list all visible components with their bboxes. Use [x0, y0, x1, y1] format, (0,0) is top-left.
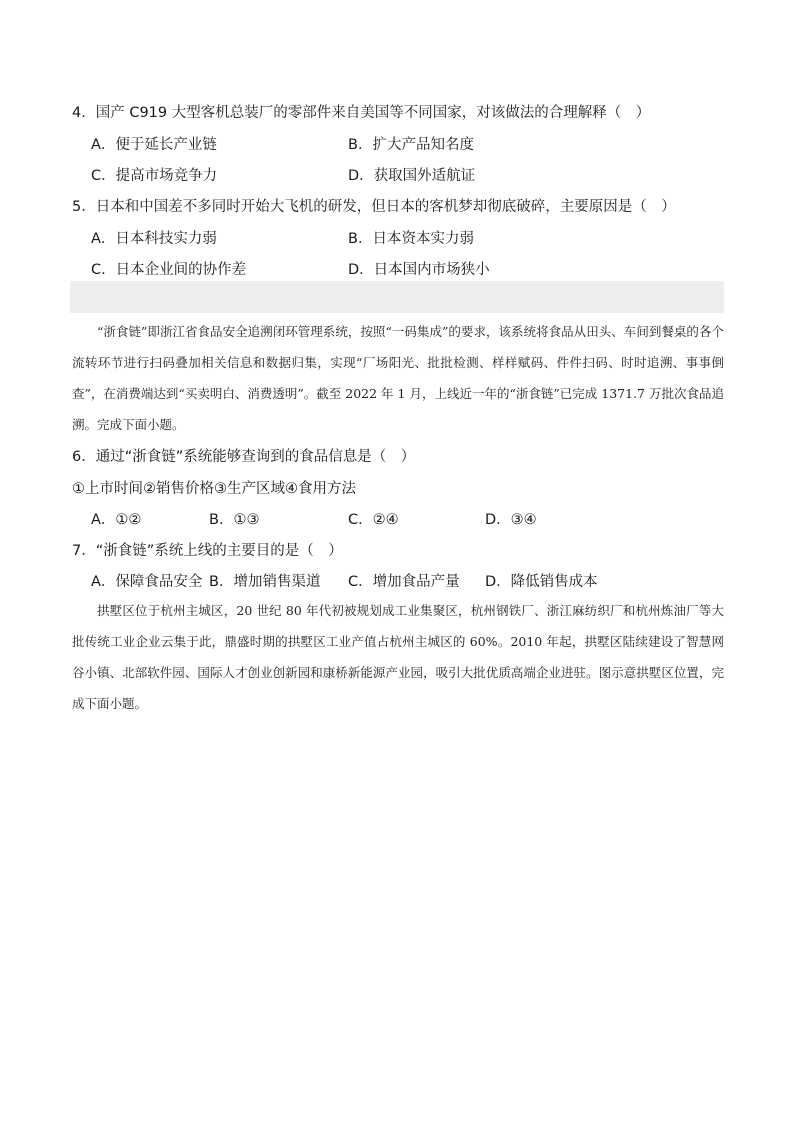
question-6-option-d: D．③④	[485, 512, 537, 528]
question-5-option-b: B．日本资本实力弱	[348, 231, 474, 247]
question-4-option-d: D．获取国外适航证	[348, 168, 476, 184]
question-4-option-a: A．便于延长产业链	[91, 137, 217, 153]
reading-passage-zheshilian: “浙食链”即浙江省食品安全追溯闭环管理系统，按照“一码集成”的要求，该系统将食品从田头、车间到餐桌的各个流转环节进行扫码叠加相关信息和数据归集，实现“厂场阳光、批批检测、样样赋码、件件扫码、时时追溯、事事倒查”，在消费端达到“买卖明白、消费透明”。截至 2022 年 1 月，上线近一年的“浙食链”已完成 1371.7 万批次食品追溯。完成下面小题。	[72, 324, 724, 432]
question-5-option-a: A．日本科技实力弱	[91, 231, 217, 247]
question-6-option-b: B．①③	[209, 512, 260, 528]
question-7-option-d: D．降低销售成本	[485, 574, 598, 590]
question-6-option-a: A．①②	[91, 512, 142, 528]
question-6-option-c: C．②④	[348, 512, 399, 528]
question-7-stem: 7．“浙食链”系统上线的主要目的是（ ）	[72, 543, 343, 559]
question-7-option-a: A．保障食品安全	[91, 574, 203, 590]
reading-passage-gongshu: 拱墅区位于杭州主城区，20 世纪 80 年代初被规划成工业集聚区，杭州钢铁厂、浙江麻纺织厂和杭州炼油厂等大批传统工业企业云集于此，鼎盛时期的拱墅区工业产值占杭州主城区的 60%。2010 年起，拱墅区陆续建设了智慧网谷小镇、北部软件园、国际人才创业创新园和康桥新能源产业园，吸引大批优质高端企业进驻。图示意拱墅区位置，完成下面小题。	[72, 603, 724, 711]
question-5-option-d: D．日本国内市场狭小	[348, 262, 490, 278]
question-4-option-b: B．扩大产品知名度	[348, 137, 474, 153]
question-6-items: ①上市时间②销售价格③生产区域④食用方法	[72, 481, 356, 497]
question-5-option-c: C．日本企业间的协作差	[91, 262, 247, 278]
question-4-stem: 4．国产 C919 大型客机总装厂的零部件来自美国等不同国家，对该做法的合理解释（ ）	[72, 105, 651, 121]
question-7-option-c: C．增加食品产量	[348, 574, 460, 590]
question-5-stem: 5．日本和中国差不多同时开始大飞机的研发，但日本的客机梦却彻底破碎，主要原因是（ ）	[72, 199, 676, 215]
question-4-option-c: C．提高市场竞争力	[91, 168, 218, 184]
section-divider-bar	[70, 281, 724, 313]
question-6-stem: 6．通过“浙食链”系统能够查询到的食品信息是（ ）	[72, 449, 416, 465]
question-7-option-b: B．增加销售渠道	[209, 574, 321, 590]
